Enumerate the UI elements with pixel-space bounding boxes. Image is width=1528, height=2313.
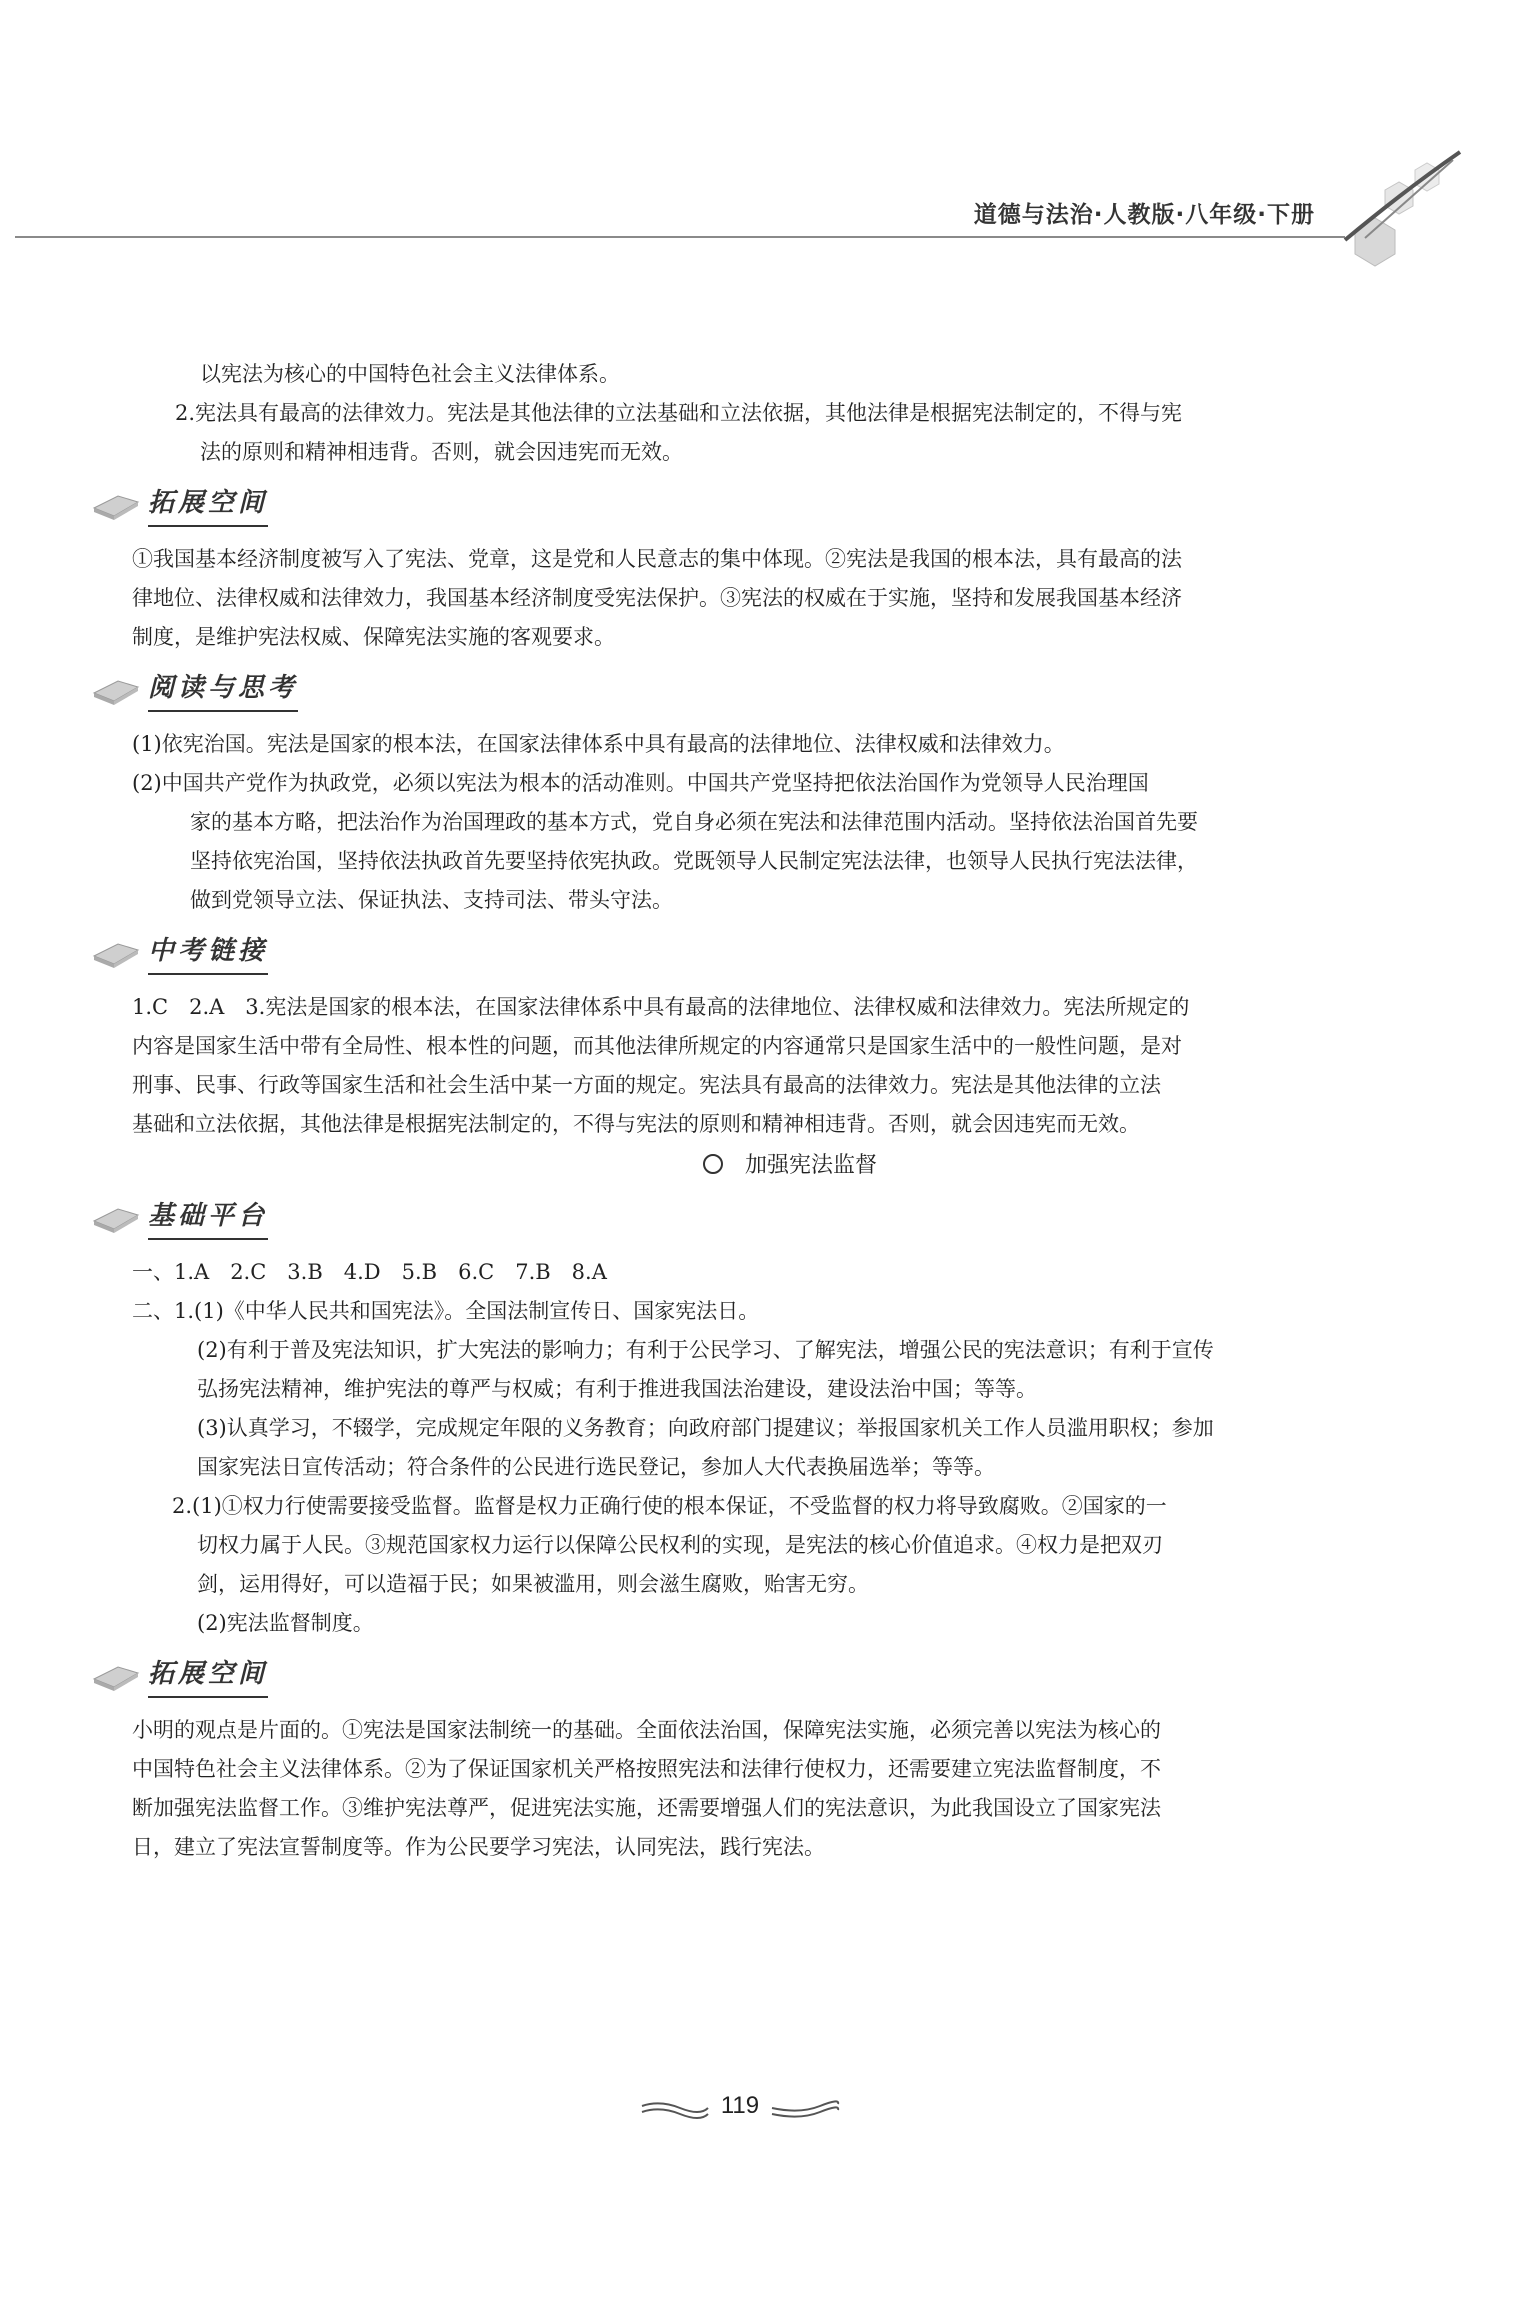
yuedu-item-2-line3: 坚持依宪治国，坚持依法执政首先要坚持依宪执政。党既领导人民制定宪法法律，也领导人民执行宪法法律，	[190, 849, 1198, 873]
section-header-kuozhan-2	[90, 1649, 1370, 1703]
jichu-q2-2: (2)宪法监督制度。	[197, 1611, 374, 1635]
header-rule	[15, 236, 1345, 238]
section-title: 阅读与思考	[148, 669, 298, 712]
intro-item-2-line1: 2.宪法具有最高的法律效力。宪法是其他法律的立法基础和立法依据，其他法律是根据宪法制定的，不得与宪	[175, 401, 1183, 425]
kuozhan-1-line3: 制度，是维护宪法权威、保障宪法实施的客观要求。	[132, 625, 615, 649]
kuozhan-2-line1: 小明的观点是片面的。①宪法是国家法制统一的基础。全面依法治国，保障宪法实施，必须完善以宪法为核心的	[132, 1718, 1161, 1742]
kuozhan-2-line3: 断加强宪法监督工作。③维护宪法尊严，促进宪法实施，还需要增强人们的宪法意识，为此我国设立了国家宪法	[132, 1796, 1161, 1820]
yuedu-item-2-line1: (2)中国共产党作为执政党，必须以宪法为根本的活动准则。中国共产党坚持把依法治国作为党领导人民治理国	[132, 771, 1149, 795]
section-title: 拓展空间	[148, 484, 268, 527]
section-title: 基础平台	[148, 1197, 268, 1240]
intro-line: 以宪法为核心的中国特色社会主义法律体系。	[200, 362, 620, 386]
wave-right-icon	[770, 2100, 840, 2120]
jichu-part2-3-line1: (3)认真学习，不辍学，完成规定年限的义务教育；向政府部门提建议；举报国家机关工作人员滥用职权；参加	[197, 1416, 1214, 1440]
jichu-part1: 一、1.A 2.C 3.B 4.D 5.B 6.C 7.B 8.A	[132, 1260, 607, 1284]
wave-left-icon	[640, 2100, 710, 2120]
book-icon	[90, 1659, 142, 1693]
zhongkao-line4: 基础和立法依据，其他法律是根据宪法制定的，不得与宪法的原则和精神相违背。否则，就会因违宪而无效。	[132, 1112, 1140, 1136]
header-decoration-icon	[1335, 150, 1465, 270]
kuozhan-2-line2: 中国特色社会主义法律体系。②为了保证国家机关严格按照宪法和法律行使权力，还需要建立宪法监督制度，不	[132, 1757, 1161, 1781]
section-header-jichu	[90, 1191, 1370, 1245]
book-icon	[90, 936, 142, 970]
page-number-text: 119	[720, 2092, 760, 2119]
kuozhan-1-line1: ①我国基本经济制度被写入了宪法、党章，这是党和人民意志的集中体现。②宪法是我国的根本法，具有最高的法	[132, 547, 1182, 571]
yuedu-item-1: (1)依宪治国。宪法是国家的根本法，在国家法律体系中具有最高的法律地位、法律权威和法律效力。	[132, 732, 1065, 756]
intro-item-2-line2: 法的原则和精神相违背。否则，就会因违宪而无效。	[200, 440, 683, 464]
circle-icon	[703, 1154, 723, 1174]
jichu-part2-1: 二、1.(1)《中华人民共和国宪法》。全国法制宣传日、国家宪法日。	[132, 1299, 760, 1323]
kuozhan-1-line2: 律地位、法律权威和法律效力，我国基本经济制度受宪法保护。③宪法的权威在于实施，坚持和发展我国基本经济	[132, 586, 1182, 610]
page-number	[640, 2092, 840, 2132]
zhongkao-line1: 1.C 2.A 3.宪法是国家的根本法，在国家法律体系中具有最高的法律地位、法律权威和法律效力。宪法所规定的	[132, 995, 1190, 1019]
answer-content	[90, 355, 1370, 1867]
book-icon	[90, 673, 142, 707]
book-icon	[90, 1201, 142, 1235]
section-header-yuedu	[90, 663, 1370, 717]
zhongkao-line2: 内容是国家生活中带有全局性、根本性的问题，而其他法律所规定的内容通常只是国家生活中的一般性问题，是对	[132, 1034, 1182, 1058]
jichu-q2-line3: 剑，运用得好，可以造福于民；如果被滥用，则会滋生腐败，贻害无穷。	[197, 1572, 869, 1596]
yuedu-item-2-line2: 家的基本方略，把法治作为治国理政的基本方式，党自身必须在宪法和法律范围内活动。坚持依法治国首先要	[190, 810, 1198, 834]
section-header-zhongkao	[90, 926, 1370, 980]
zhongkao-line3: 刑事、民事、行政等国家生活和社会生活中某一方面的规定。宪法具有最高的法律效力。宪法是其他法律的立法	[132, 1073, 1161, 1097]
lesson-title: 加强宪法监督	[744, 1153, 877, 1178]
jichu-part2-3-line2: 国家宪法日宣传活动；符合条件的公民进行选民登记，参加人大代表换届选举；等等。	[197, 1455, 995, 1479]
jichu-part2-2-line1: (2)有利于普及宪法知识，扩大宪法的影响力；有利于公民学习、了解宪法，增强公民的宪法意识；有利于宣传	[197, 1338, 1214, 1362]
jichu-q2-line2: 切权力属于人民。③规范国家权力运行以保障公民权利的实现，是宪法的核心价值追求。④权力是把双刃	[197, 1533, 1163, 1557]
yuedu-item-2-line4: 做到党领导立法、保证执法、支持司法、带头守法。	[190, 888, 673, 912]
jichu-part2-2-line2: 弘扬宪法精神，维护宪法的尊严与权威；有利于推进我国法治建设，建设法治中国；等等。	[197, 1377, 1037, 1401]
book-icon	[90, 488, 142, 522]
jichu-q2-line1: 2.(1)①权力行使需要接受监督。监督是权力正确行使的根本保证，不受监督的权力将导致腐败。②国家的一	[172, 1494, 1167, 1518]
page-header	[15, 196, 1355, 240]
kuozhan-2-line4: 日，建立了宪法宣誓制度等。作为公民要学习宪法，认同宪法，践行宪法。	[132, 1835, 825, 1859]
section-title: 中考链接	[148, 932, 268, 975]
section-title: 拓展空间	[148, 1655, 268, 1698]
section-header-kuozhan-1	[90, 478, 1370, 532]
lesson-heading	[90, 1146, 1370, 1185]
header-title: 道德与法治·人教版·八年级·下册	[973, 202, 1315, 228]
